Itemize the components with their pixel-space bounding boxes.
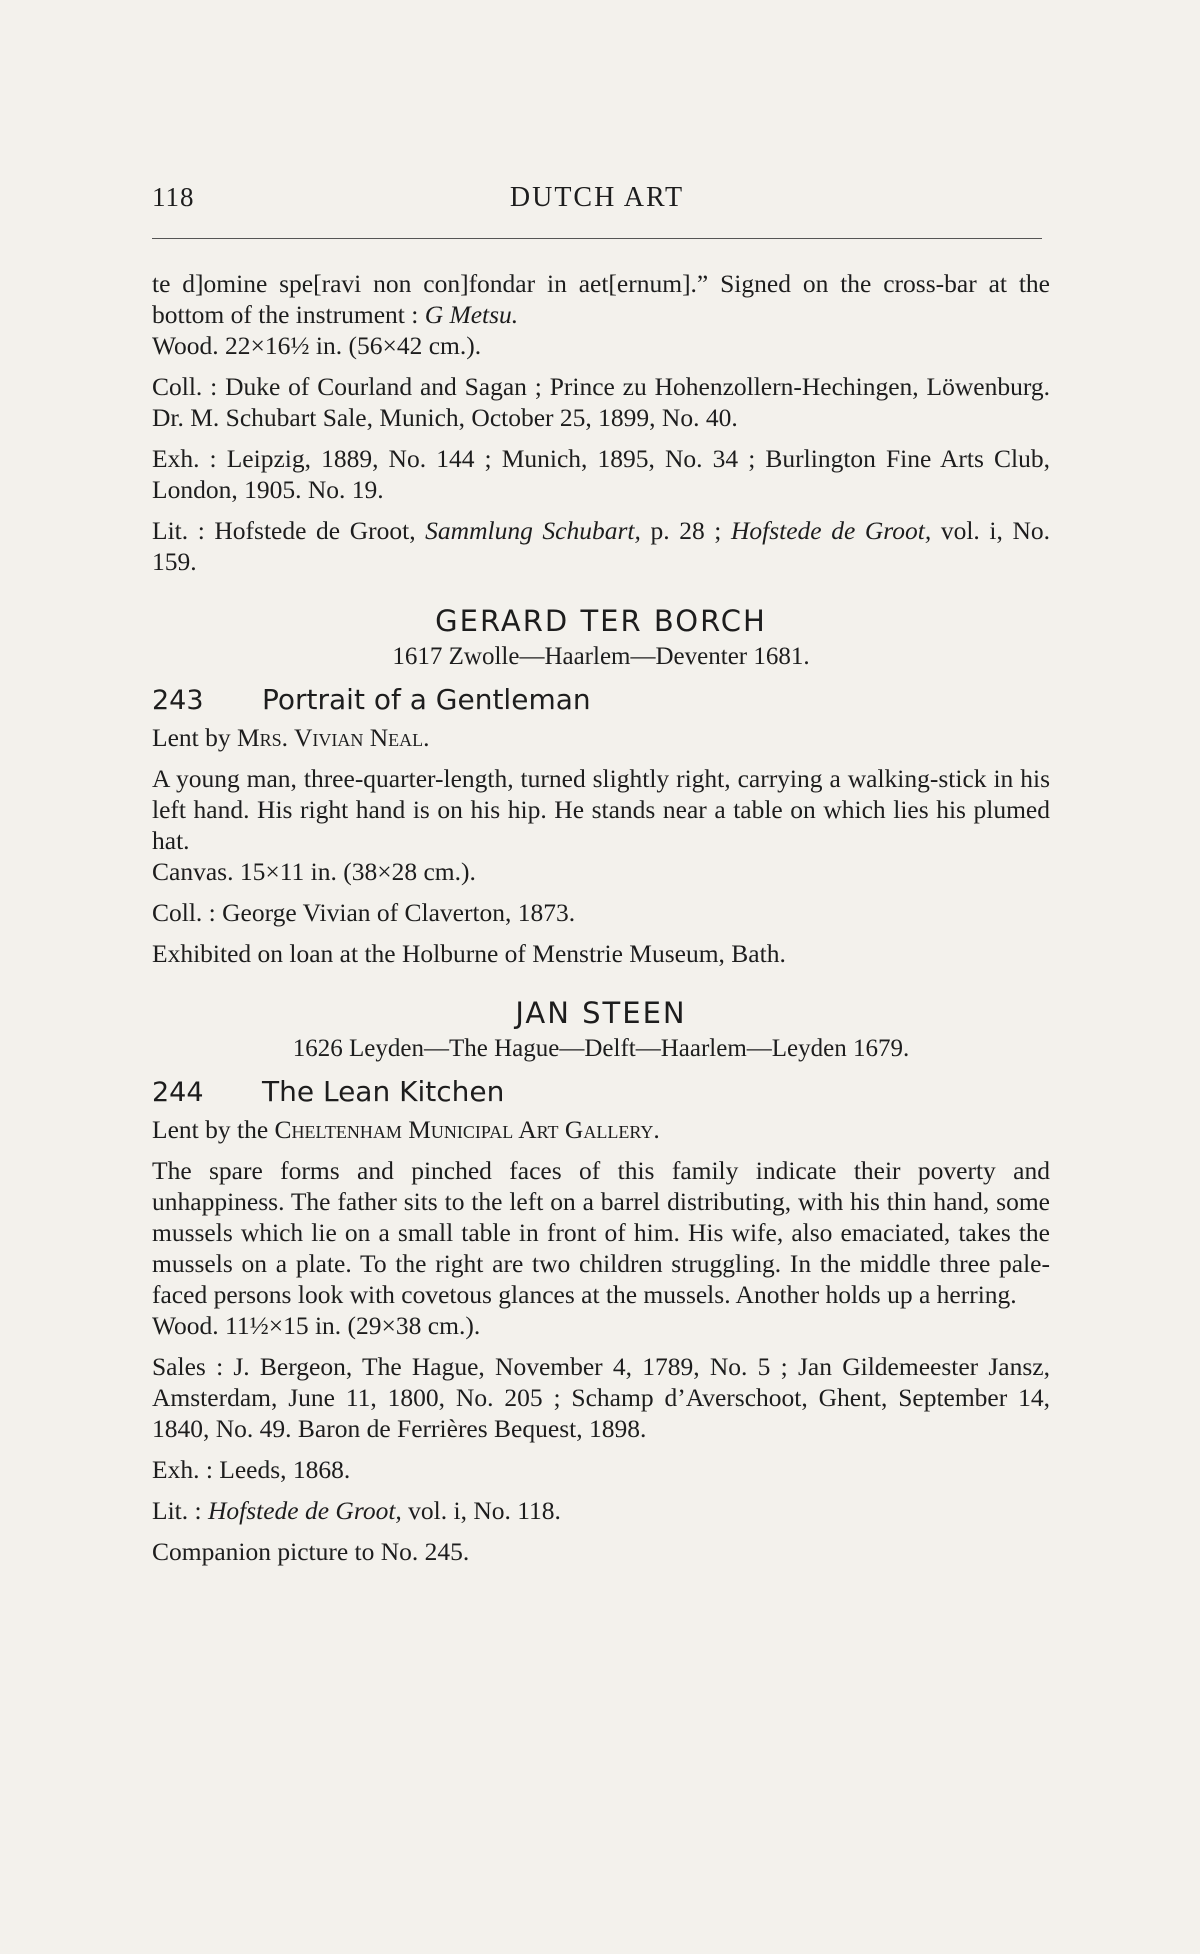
entry-number: 243 bbox=[152, 685, 204, 716]
lender-prefix: Lent by bbox=[152, 723, 231, 752]
description-paragraph: A young man, three-quarter-length, turned slightly right, carrying a walking-stick in his left hand. His right hand is on his hip. He stands near a table on which lies his plumed hat. bbox=[152, 764, 1050, 855]
artist-lifespan: 1626 Leyden—The Hague—Delft—Haarlem—Leyden 1679. bbox=[292, 1035, 910, 1062]
literature-author: Hofstede de Groot, bbox=[730, 516, 932, 545]
page-body bbox=[152, 268, 1050, 1567]
artist-heading: JAN STEEN bbox=[515, 996, 687, 1030]
running-head bbox=[152, 182, 1042, 222]
literature-title: Sammlung Schubart, bbox=[425, 516, 641, 545]
lender-name: Cheltenham Municipal Art Gallery. bbox=[274, 1115, 660, 1144]
literature-page: p. 28 ; bbox=[650, 516, 722, 545]
inscription-paragraph bbox=[152, 268, 1050, 330]
literature-suffix: vol. i, No. 159. bbox=[152, 516, 1050, 576]
artist-heading: GERARD TER BORCH bbox=[435, 604, 767, 638]
entry-title: The Lean Kitchen bbox=[262, 1075, 505, 1108]
collection-paragraph: Coll. : George Vivian of Claverton, 1873. bbox=[152, 898, 576, 927]
literature-paragraph bbox=[152, 515, 1050, 577]
lender-line bbox=[152, 722, 1050, 753]
literature-paragraph bbox=[152, 1495, 1050, 1526]
literature-prefix: Lit. : Hofstede de Groot, bbox=[152, 516, 416, 545]
header-rule bbox=[152, 238, 1042, 239]
signature: G Metsu. bbox=[424, 300, 519, 329]
exhibitions-paragraph: Exh. : Leipzig, 1889, No. 144 ; Munich, 1895, No. 34 ; Burlington Fine Arts Club, London, 1905. No. 19. bbox=[152, 444, 1050, 504]
medium-line: Wood. 11½×15 in. (29×38 cm.). bbox=[152, 1311, 481, 1340]
literature-suffix: vol. i, No. 118. bbox=[408, 1496, 561, 1525]
lender-prefix: Lent by the bbox=[152, 1115, 269, 1144]
inscription-text: te d]omine spe[ravi non con]fondar in aet[ernum].” Signed on the cross-bar at the bottom of the instrument : bbox=[152, 269, 1050, 329]
collection-paragraph: Coll. : Duke of Courland and Sagan ; Prince zu Hohenzollern-Hechingen, Löwenburg. Dr. M. Schubart Sale, Munich, October 25, 1899, No. 40. bbox=[152, 372, 1050, 432]
exhibitions-paragraph: Exh. : Leeds, 1868. bbox=[152, 1455, 351, 1484]
medium-line: Wood. 22×16½ in. (56×42 cm.). bbox=[152, 331, 482, 360]
exhibited-paragraph: Exhibited on loan at the Holburne of Menstrie Museum, Bath. bbox=[152, 939, 786, 968]
sales-paragraph: Sales : J. Bergeon, The Hague, November 4, 1789, No. 5 ; Jan Gildemeester Jansz, Amsterdam, June 11, 1800, No. 205 ; Schamp d’Averschoot, Ghent, September 14, 1840, No. 49. Baron de Ferrières Bequest, 1898. bbox=[152, 1352, 1050, 1443]
entry-heading bbox=[152, 1076, 1050, 1108]
lender-line bbox=[152, 1114, 1050, 1145]
description-paragraph: The spare forms and pinched faces of this family indicate their poverty and unhappiness. The father sits to the left on a barrel distributing, with his thin hand, some mussels which lie on a small table in front of him. His wife, also emaciated, takes the mussels on a plate. To the right are two children struggling. In the middle three pale-faced persons look with covetous glances at the mussels. Another holds up a herring. bbox=[152, 1156, 1050, 1309]
companion-note: Companion picture to No. 245. bbox=[152, 1537, 470, 1566]
literature-author: Hofstede de Groot, bbox=[207, 1496, 402, 1525]
lender-name: Mrs. Vivian Neal. bbox=[236, 723, 430, 752]
entry-title: Portrait of a Gentleman bbox=[262, 683, 591, 716]
entry-number: 244 bbox=[152, 1077, 204, 1108]
medium-line: Canvas. 15×11 in. (38×28 cm.). bbox=[152, 857, 476, 886]
page-number: 118 bbox=[152, 182, 195, 212]
artist-lifespan: 1617 Zwolle—Haarlem—Deventer 1681. bbox=[392, 643, 810, 670]
literature-prefix: Lit. : bbox=[152, 1496, 202, 1525]
running-title: DUTCH ART bbox=[509, 182, 685, 213]
entry-heading bbox=[152, 684, 1050, 716]
